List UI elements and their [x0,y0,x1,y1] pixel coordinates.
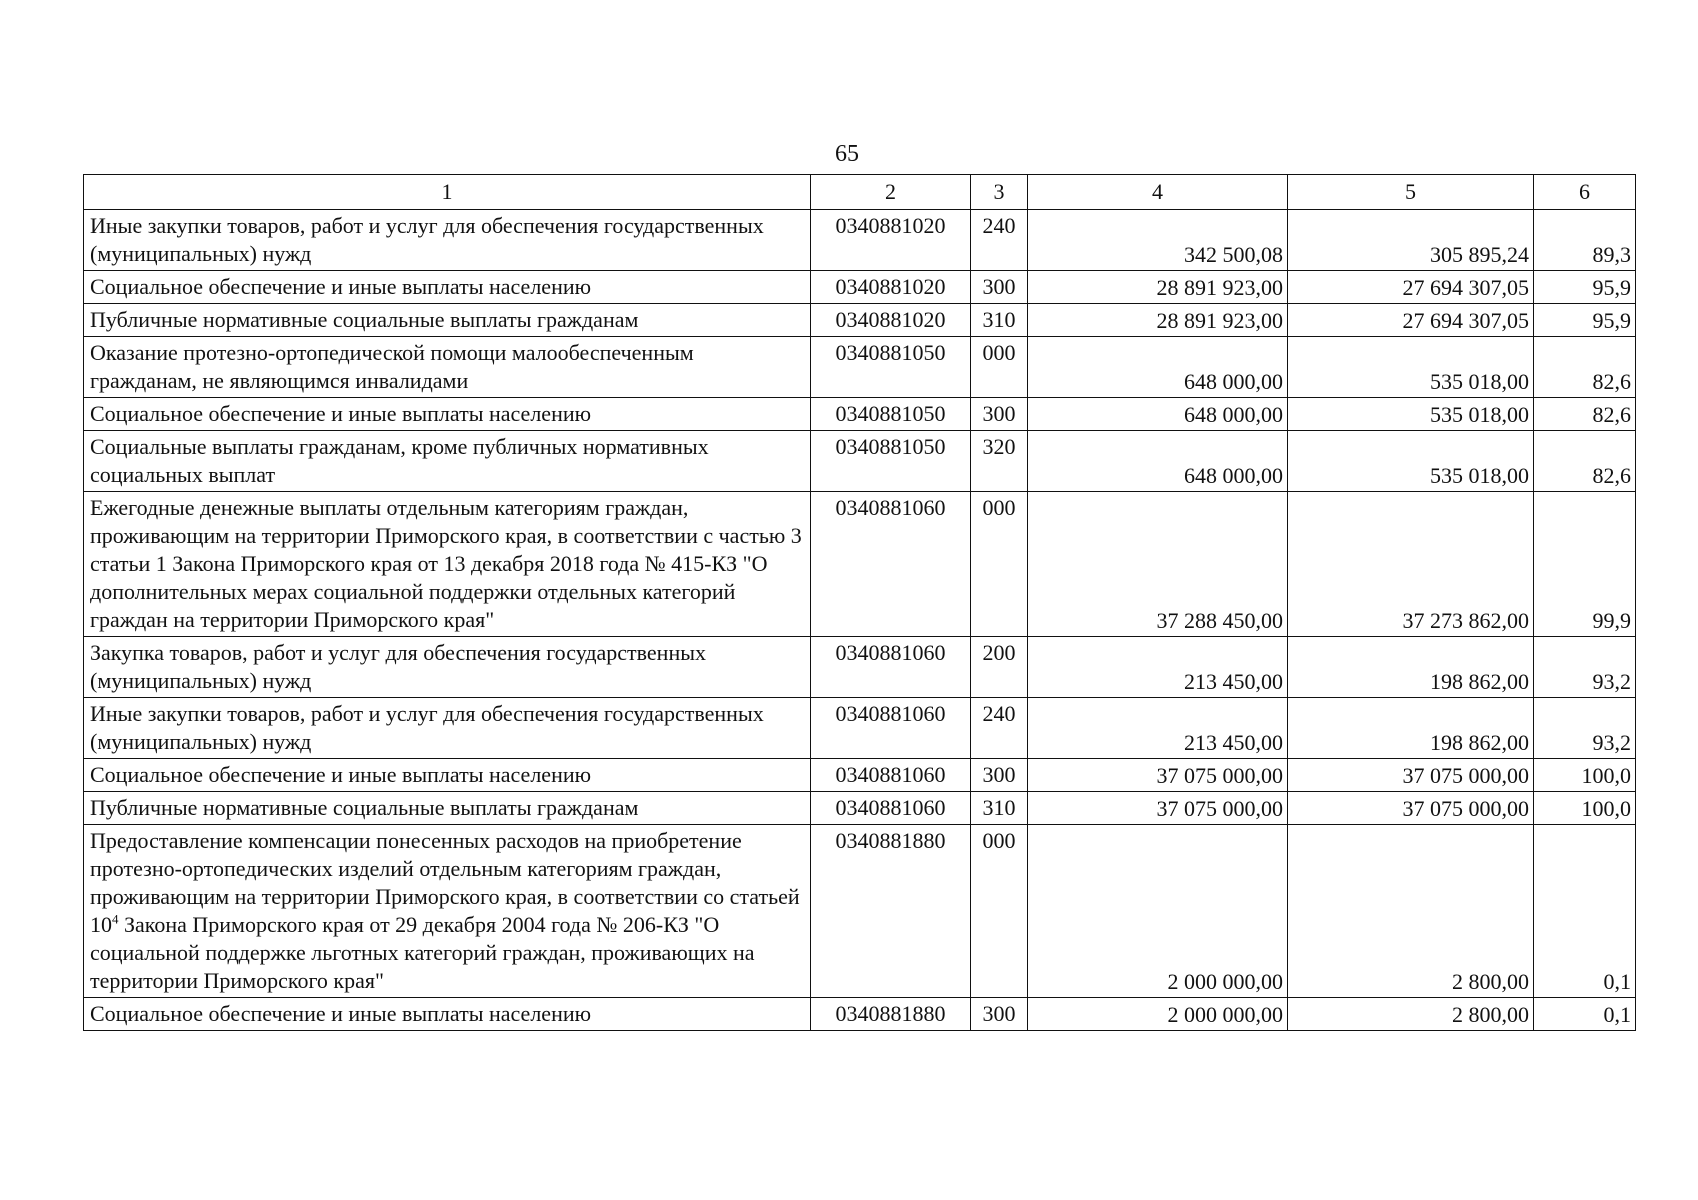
target-code: 0340881020 [811,304,971,337]
execution-percent: 100,0 [1534,792,1636,825]
table-row [84,337,1636,398]
execution-percent: 95,9 [1534,271,1636,304]
planned-amount: 648 000,00 [1028,398,1288,431]
planned-amount: 37 288 450,00 [1028,492,1288,637]
article-superscript: 4 [112,911,119,927]
expense-type-code: 310 [971,792,1028,825]
actual-amount: 198 862,00 [1288,637,1534,698]
expense-name: Публичные нормативные социальные выплаты гражданам [84,304,811,337]
table-row [84,792,1636,825]
target-code: 0340881060 [811,698,971,759]
expense-type-code: 240 [971,698,1028,759]
table-row [84,398,1636,431]
table-row [84,492,1636,637]
table-row [84,759,1636,792]
expense-type-code: 320 [971,431,1028,492]
target-code: 0340881020 [811,271,971,304]
target-code: 0340881880 [811,825,971,998]
expense-type-code: 240 [971,210,1028,271]
expense-name: Ежегодные денежные выплаты отдельным категориям граждан, проживающим на территории Приморского края, в соответствии с частью 3 статьи 1 Закона Приморского края от 13 декабря 2018 года № 415-КЗ "О дополнительных мерах социальной поддержки отдельных категорий граждан на территории Приморского края" [84,492,811,637]
page-number: 65 [835,141,859,167]
target-code: 0340881060 [811,637,971,698]
expense-type-code: 300 [971,998,1028,1031]
actual-amount: 305 895,24 [1288,210,1534,271]
expense-name: Иные закупки товаров, работ и услуг для обеспечения государственных (муниципальных) нужд [84,698,811,759]
planned-amount: 28 891 923,00 [1028,304,1288,337]
column-header: 2 [811,175,971,210]
budget-table [83,174,1636,1031]
table-row [84,698,1636,759]
actual-amount: 535 018,00 [1288,431,1534,492]
target-code: 0340881060 [811,492,971,637]
expense-name: Иные закупки товаров, работ и услуг для обеспечения государственных (муниципальных) нужд [84,210,811,271]
expense-type-code: 000 [971,825,1028,998]
execution-percent: 100,0 [1534,759,1636,792]
actual-amount: 535 018,00 [1288,337,1534,398]
planned-amount: 28 891 923,00 [1028,271,1288,304]
actual-amount: 37 075 000,00 [1288,759,1534,792]
actual-amount: 2 800,00 [1288,998,1534,1031]
table-row [84,210,1636,271]
planned-amount: 2 000 000,00 [1028,998,1288,1031]
expense-name [84,825,811,998]
table-row [84,637,1636,698]
execution-percent: 82,6 [1534,431,1636,492]
actual-amount: 27 694 307,05 [1288,271,1534,304]
column-header: 5 [1288,175,1534,210]
expense-name: Социальные выплаты гражданам, кроме публичных нормативных социальных выплат [84,431,811,492]
execution-percent: 95,9 [1534,304,1636,337]
expense-type-code: 300 [971,759,1028,792]
column-header: 1 [84,175,811,210]
actual-amount: 27 694 307,05 [1288,304,1534,337]
target-code: 0340881020 [811,210,971,271]
actual-amount: 37 273 862,00 [1288,492,1534,637]
target-code: 0340881880 [811,998,971,1031]
expense-name: Социальное обеспечение и иные выплаты населению [84,998,811,1031]
column-header: 3 [971,175,1028,210]
expense-type-code: 200 [971,637,1028,698]
target-code: 0340881050 [811,398,971,431]
execution-percent: 0,1 [1534,998,1636,1031]
planned-amount: 213 450,00 [1028,637,1288,698]
expense-type-code: 300 [971,271,1028,304]
execution-percent: 99,9 [1534,492,1636,637]
execution-percent: 82,6 [1534,337,1636,398]
planned-amount: 648 000,00 [1028,337,1288,398]
expense-name: Закупка товаров, работ и услуг для обеспечения государственных (муниципальных) нужд [84,637,811,698]
target-code: 0340881050 [811,337,971,398]
target-code: 0340881060 [811,792,971,825]
expense-name: Социальное обеспечение и иные выплаты населению [84,398,811,431]
expense-type-code: 000 [971,492,1028,637]
table-row [84,304,1636,337]
table-row [84,998,1636,1031]
planned-amount: 37 075 000,00 [1028,792,1288,825]
table-row [84,825,1636,998]
header-row [84,175,1636,210]
planned-amount: 648 000,00 [1028,431,1288,492]
target-code: 0340881050 [811,431,971,492]
expense-name: Оказание протезно-ортопедической помощи малообеспеченным гражданам, не являющимся инвалидами [84,337,811,398]
expense-name-part: Закона Приморского края от 29 декабря 2004 года № 206-КЗ "О социальной поддержке льготных категорий граждан, проживающих на территории Приморского края" [90,912,755,993]
execution-percent: 89,3 [1534,210,1636,271]
expense-name: Публичные нормативные социальные выплаты гражданам [84,792,811,825]
planned-amount: 213 450,00 [1028,698,1288,759]
column-header: 6 [1534,175,1636,210]
table-row [84,271,1636,304]
execution-percent: 0,1 [1534,825,1636,998]
expense-type-code: 000 [971,337,1028,398]
execution-percent: 82,6 [1534,398,1636,431]
planned-amount: 37 075 000,00 [1028,759,1288,792]
expense-type-code: 300 [971,398,1028,431]
actual-amount: 535 018,00 [1288,398,1534,431]
expense-type-code: 310 [971,304,1028,337]
planned-amount: 342 500,08 [1028,210,1288,271]
table-row [84,431,1636,492]
actual-amount: 2 800,00 [1288,825,1534,998]
column-header: 4 [1028,175,1288,210]
expense-name: Социальное обеспечение и иные выплаты населению [84,271,811,304]
actual-amount: 198 862,00 [1288,698,1534,759]
target-code: 0340881060 [811,759,971,792]
planned-amount: 2 000 000,00 [1028,825,1288,998]
actual-amount: 37 075 000,00 [1288,792,1534,825]
expense-name: Социальное обеспечение и иные выплаты населению [84,759,811,792]
execution-percent: 93,2 [1534,637,1636,698]
expense-name-part: Предоставление компенсации понесенных расходов на приобретение протезно-ортопедических изделий отдельным категориям граждан, проживающим на территории Приморского края, в соответствии со статьей 10 [90,828,800,937]
execution-percent: 93,2 [1534,698,1636,759]
